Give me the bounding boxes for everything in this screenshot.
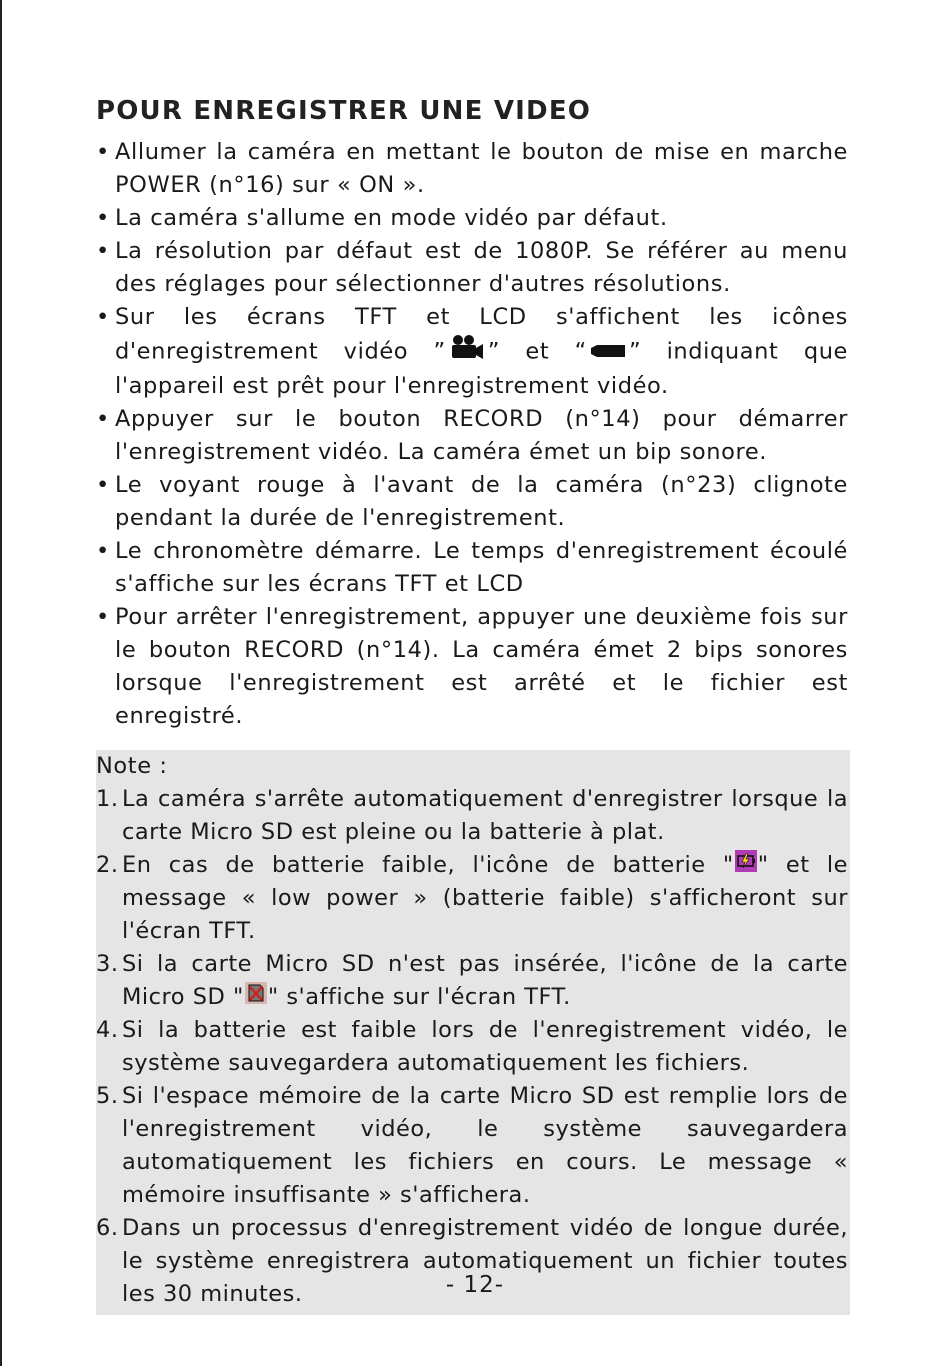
bullet-marker: • xyxy=(96,139,110,165)
list-item: • Allumer la caméra en mettant le bouton de mise en marche POWER (n°16) sur « ON ». xyxy=(96,136,848,202)
note-list xyxy=(96,783,848,1311)
note-number: 6. xyxy=(96,1215,119,1241)
list-item: • Le voyant rouge à l'avant de la caméra (n°23) clignote pendant la durée de l'enregistrement. xyxy=(96,469,848,535)
bullet-marker: • xyxy=(96,538,110,564)
low-battery-icon xyxy=(735,849,757,882)
list-item: • La caméra s'allume en mode vidéo par défaut. xyxy=(96,202,848,235)
bullet-marker: • xyxy=(96,406,110,432)
section-heading: POUR ENREGISTRER UNE VIDEO xyxy=(96,96,592,126)
note-number: 3. xyxy=(96,951,119,977)
no-sd-card-icon xyxy=(245,981,267,1014)
note-number: 4. xyxy=(96,1017,119,1043)
note-number: 2. xyxy=(96,852,119,878)
note-title: Note : xyxy=(96,753,168,779)
list-item: • La résolution par défaut est de 1080P. Se référer au menu des réglages pour sélectionner d'autres résolutions. xyxy=(96,235,848,301)
bullet-marker: • xyxy=(96,205,110,231)
list-item: • Le chronomètre démarre. Le temps d'enregistrement écoulé s'affiche sur les écrans TFT et LCD xyxy=(96,535,848,601)
bullet-marker: • xyxy=(96,304,110,330)
note-item: 4. Si la batterie est faible lors de l'enregistrement vidéo, le système sauvegardera automatiquement les fichiers. xyxy=(96,1014,848,1080)
manual-page xyxy=(96,96,848,1315)
note-item: 3. Si la carte Micro SD n'est pas insérée, l'icône de la carte Micro SD " " s'affiche sur l'écran TFT. xyxy=(96,948,848,1014)
note-item: 6. Dans un processus d'enregistrement vidéo de longue durée, le système enregistrera automatiquement un fichier toutes les 30 minutes. xyxy=(96,1212,848,1311)
list-item: • Sur les écrans TFT et LCD s'affichent les icônes d'enregistrement vidéo ” ” et “ ” indiquant que l'appareil est prêt pour l'enregistrement vidéo. xyxy=(96,301,848,403)
instruction-list xyxy=(96,136,848,733)
page-number: - 12- xyxy=(445,1272,505,1298)
note-item: 5. Si l'espace mémoire de la carte Micro SD est remplie lors de l'enregistrement vidéo, le système sauvegardera automatiquement les fichiers en cours. Le message « mémoire insuffisante » s'affichera. xyxy=(96,1080,848,1212)
note-item: 2. En cas de batterie faible, l'icône de batterie " " et le message « low power » (batterie faible) s'afficheront sur l'écran TFT. xyxy=(96,849,848,948)
note-item: 1. La caméra s'arrête automatiquement d'enregistrer lorsque la carte Micro SD est pleine ou la batterie à plat. xyxy=(96,783,848,849)
note-number: 5. xyxy=(96,1083,119,1109)
list-item: • Appuyer sur le bouton RECORD (n°14) pour démarrer l'enregistrement vidéo. La caméra émet un bip sonore. xyxy=(96,403,848,469)
note-number: 1. xyxy=(96,786,119,812)
bullet-marker: • xyxy=(96,604,110,630)
bullet-marker: • xyxy=(96,472,110,498)
video-camera-icon xyxy=(450,334,484,370)
note-box xyxy=(96,750,850,1315)
page-edge-rule xyxy=(0,0,2,1366)
camcorder-mode-icon xyxy=(591,336,625,369)
list-item: • Pour arrêter l'enregistrement, appuyer une deuxième fois sur le bouton RECORD (n°14). La caméra émet 2 bips sonores lorsque l'enregistrement est arrêté et le fichier est enregistré. xyxy=(96,601,848,733)
bullet-marker: • xyxy=(96,238,110,264)
